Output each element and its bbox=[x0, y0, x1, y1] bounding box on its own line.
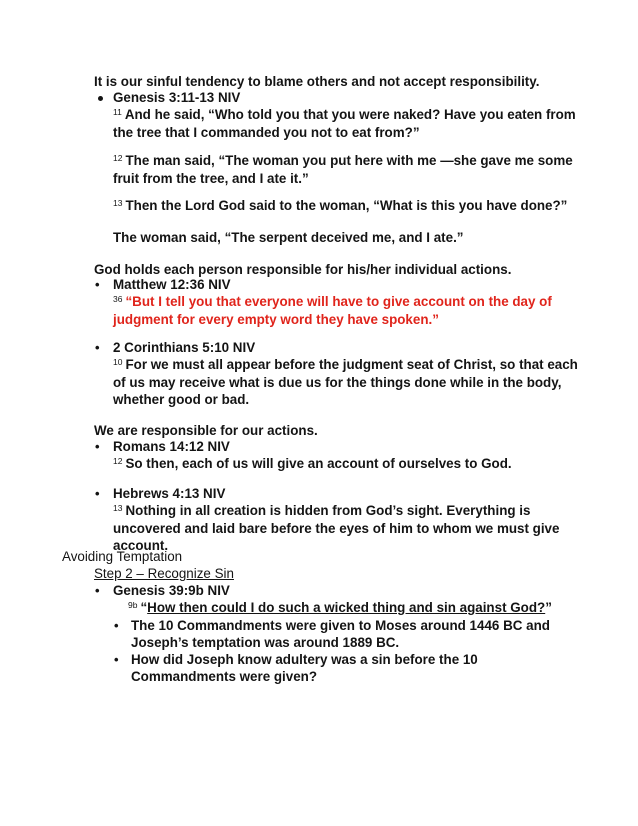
verse-number: 13 bbox=[113, 503, 123, 513]
point-commandments-line-2: Joseph’s temptation was around 1889 BC. bbox=[131, 635, 400, 650]
matthew-quote-line-2: judgment for every empty word they have spoken.” bbox=[113, 312, 439, 327]
corinthians-line-1: $^{10}$ For we must all appear before the judgment seat of Christ, so that each bbox=[113, 357, 578, 372]
verse-11-line-1: $^{11}$ And he said, “Who told you that you were naked? Have you eaten from bbox=[113, 107, 576, 122]
scripture-ref-genesis-3: Genesis 3:11-13 NIV bbox=[113, 90, 241, 105]
hebrews-line-2: uncovered and laid bare before the eyes of him to whom we must give bbox=[113, 521, 560, 536]
section-heading-responsible: God holds each person responsible for his/her individual actions. bbox=[94, 262, 512, 277]
bullet-dot-icon bbox=[98, 96, 103, 101]
point-question-line-1: How did Joseph know adultery was a sin before the 10 bbox=[131, 652, 478, 667]
step-heading: Step 2 – Recognize Sin bbox=[94, 566, 234, 581]
bullet-icon: • bbox=[95, 583, 100, 598]
scripture-ref-romans: Romans 14:12 NIV bbox=[113, 439, 230, 454]
bullet-icon: • bbox=[114, 652, 119, 667]
bullet-icon: • bbox=[95, 340, 100, 355]
verse-number: 36 bbox=[113, 294, 123, 304]
bullet-icon: • bbox=[95, 486, 100, 501]
point-commandments-line-1: The 10 Commandments were given to Moses around 1446 BC and bbox=[131, 618, 550, 633]
verse-number: 11 bbox=[113, 107, 122, 117]
verse-13-line-2: The woman said, “The serpent deceived me, and I ate.” bbox=[113, 230, 464, 245]
bullet-icon: • bbox=[95, 277, 100, 292]
romans-line-1: $^{12}$ So then, each of us will give an account of ourselves to God. bbox=[113, 456, 512, 471]
bullet-icon: • bbox=[95, 439, 100, 454]
section-heading-our-actions: We are responsible for our actions. bbox=[94, 423, 318, 438]
verse-11-line-2: the tree that I commanded you not to eat from?” bbox=[113, 125, 420, 140]
scripture-ref-matthew: Matthew 12:36 NIV bbox=[113, 277, 231, 292]
scripture-ref-genesis-39: Genesis 39:9b NIV bbox=[113, 583, 230, 598]
corinthians-line-2: of us may receive what is due us for the things done while in the body, bbox=[113, 375, 562, 390]
hebrews-line-3: account. bbox=[113, 538, 169, 553]
verse-number: 12 bbox=[113, 153, 123, 163]
hebrews-line-1: $^{13}$ Nothing in all creation is hidden from God’s sight. Everything is bbox=[113, 503, 531, 518]
verse-13-line-1: $^{13}$ Then the Lord God said to the woman, “What is this you have done?” bbox=[113, 198, 568, 213]
verse-12-line-2: fruit from the tree, and I ate it.” bbox=[113, 171, 309, 186]
genesis-39-quote: $^{9b}$ “How then could I do such a wicked thing and sin against God?” bbox=[128, 600, 552, 615]
verse-number: 9b bbox=[128, 600, 138, 610]
verse-number: 12 bbox=[113, 456, 123, 466]
bullet-icon: • bbox=[114, 618, 119, 633]
section-heading-blame: It is our sinful tendency to blame others and not accept responsibility. bbox=[94, 74, 540, 89]
scripture-ref-2-corinthians: 2 Corinthians 5:10 NIV bbox=[113, 340, 256, 355]
verse-12-line-1: $^{12}$ The man said, “The woman you put here with me —she gave me some bbox=[113, 153, 573, 168]
point-question-line-2: Commandments were given? bbox=[131, 669, 318, 684]
verse-number: 10 bbox=[113, 357, 123, 367]
verse-number: 13 bbox=[113, 198, 123, 208]
matthew-quote-line-1: $^{36}$ “But I tell you that everyone will have to give account on the day of bbox=[113, 294, 552, 309]
scripture-ref-hebrews: Hebrews 4:13 NIV bbox=[113, 486, 226, 501]
corinthians-line-3: whether good or bad. bbox=[113, 392, 250, 407]
section-heading-avoiding-temptation: Avoiding Temptation bbox=[62, 549, 183, 564]
